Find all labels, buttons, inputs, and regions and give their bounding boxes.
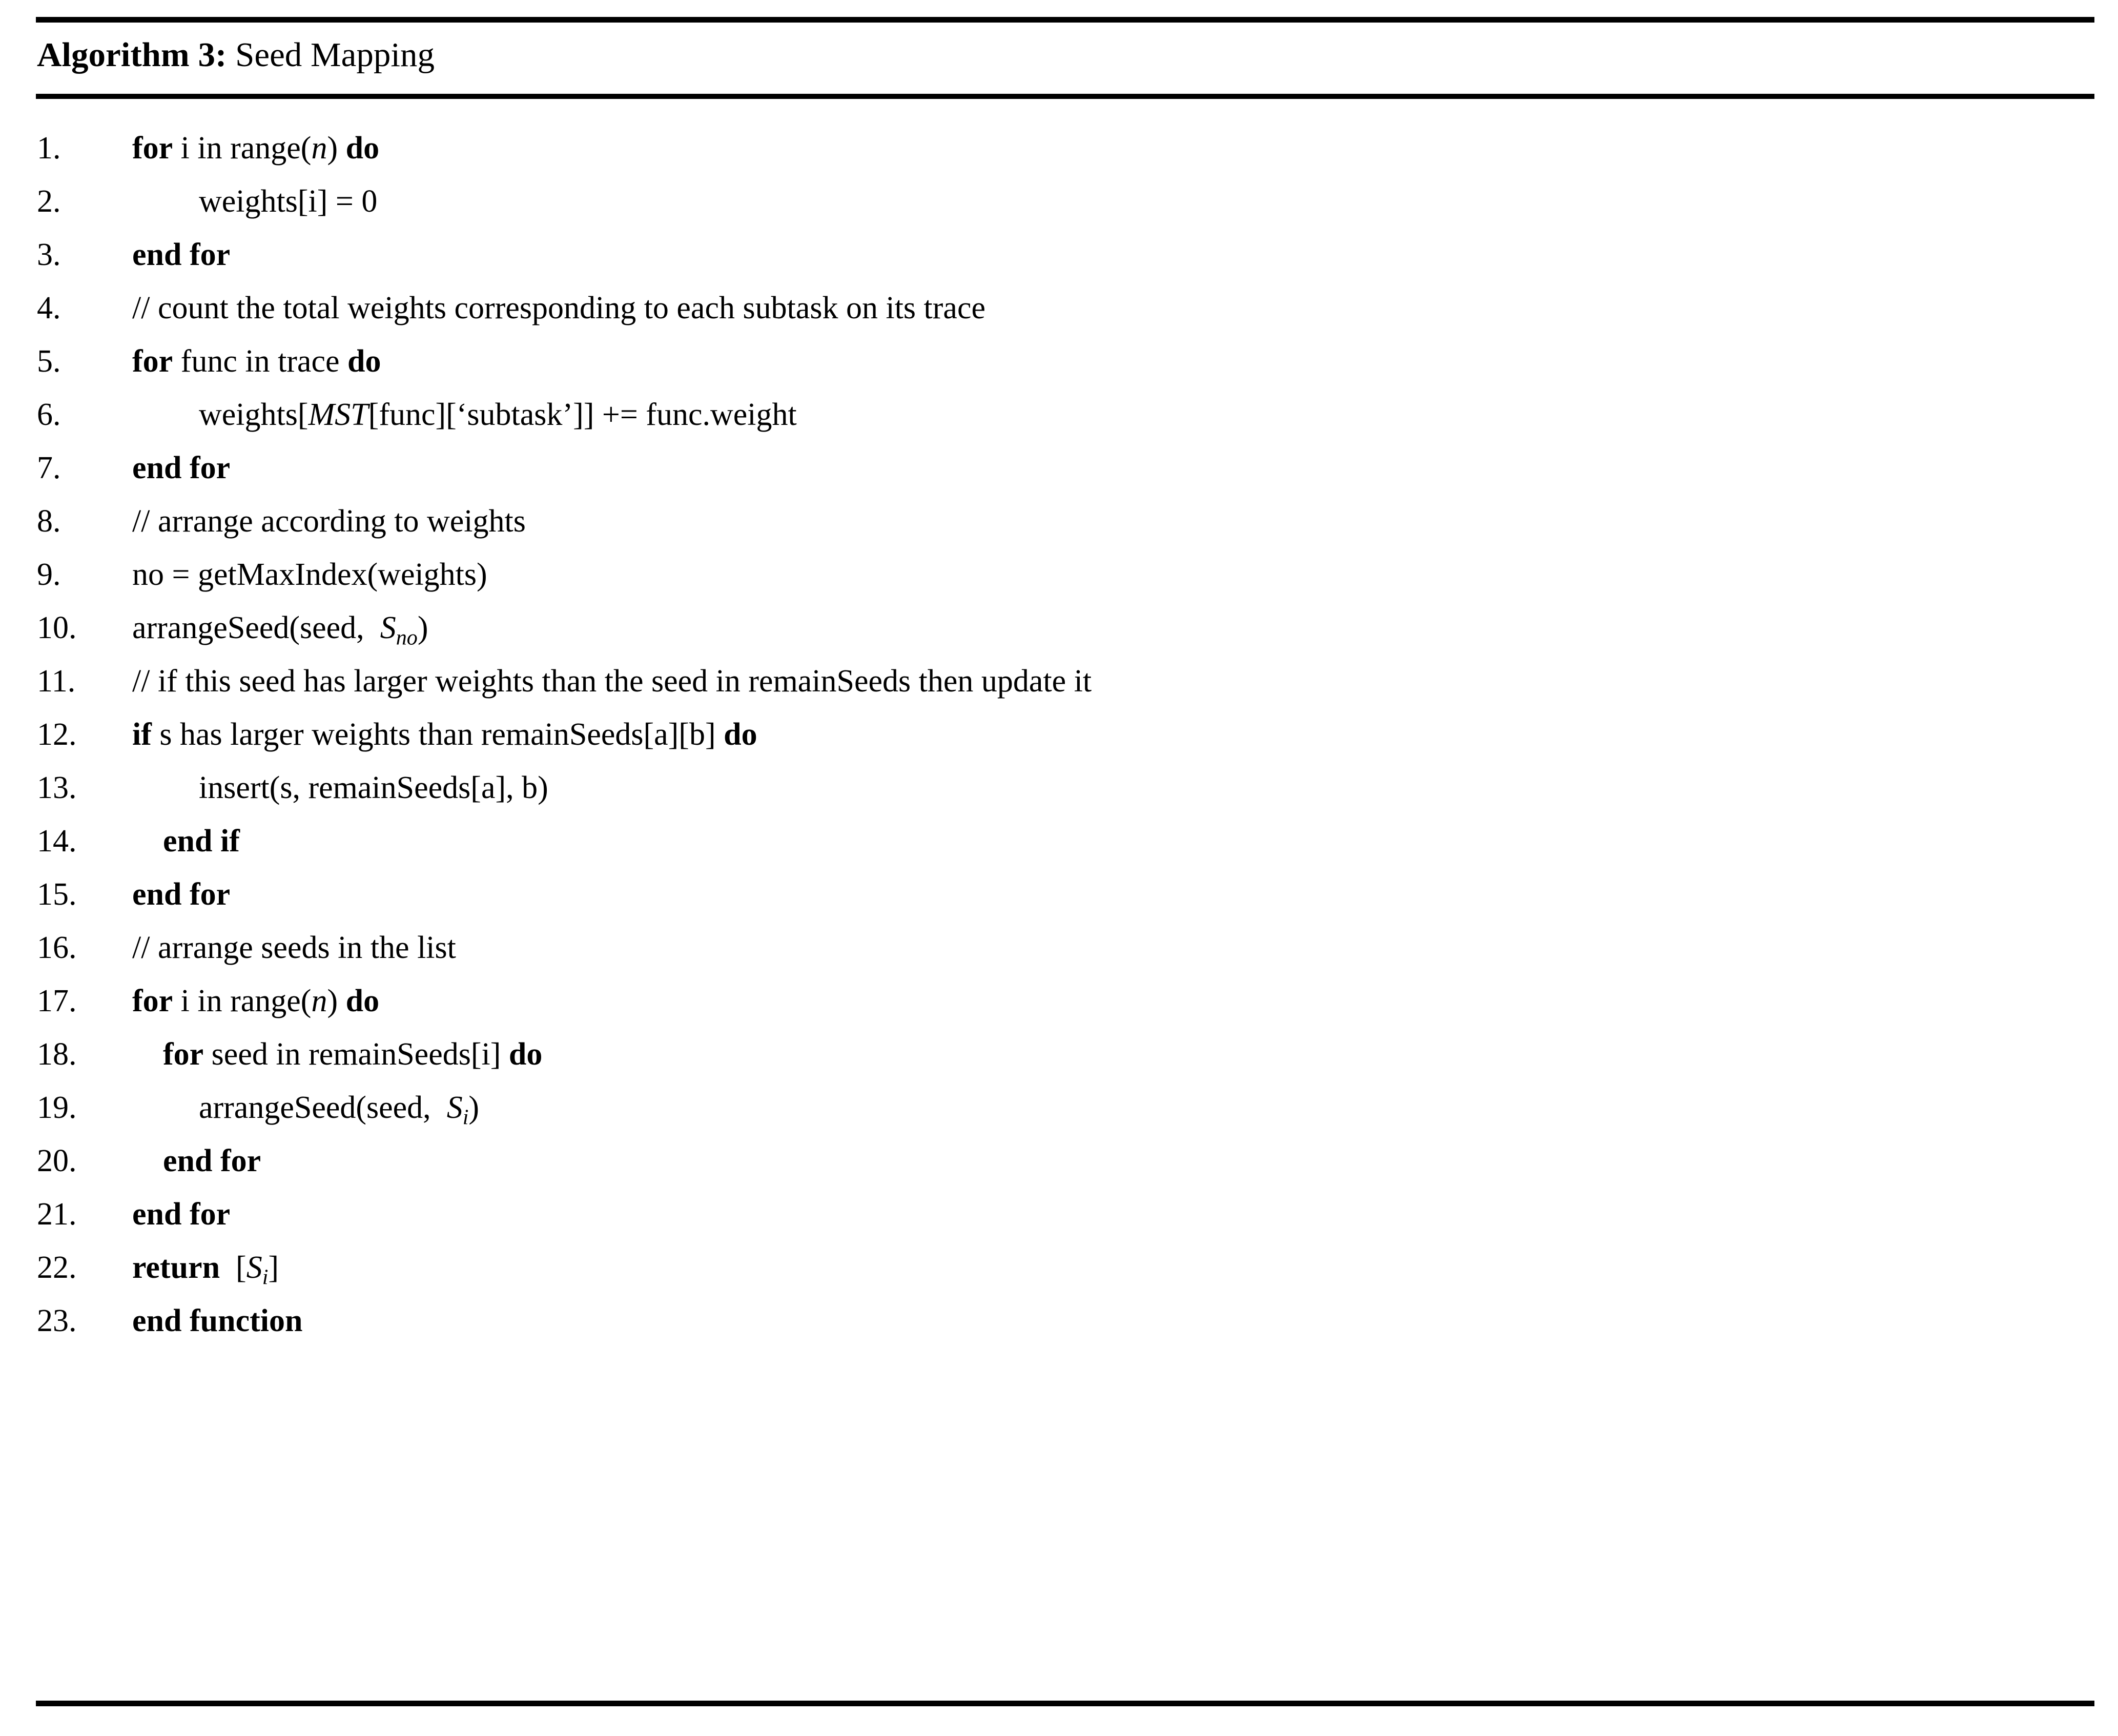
algorithm-line	[0, 601, 2118, 655]
line-number: 10.	[37, 610, 77, 645]
line-code: weights[MST[func][‘subtask’]] += func.weight	[199, 397, 797, 432]
algorithm-line	[0, 281, 2118, 335]
line-code: end for	[163, 1143, 261, 1178]
line-number: 1.	[37, 131, 61, 166]
line-number: 20.	[37, 1143, 77, 1178]
line-code: end for	[132, 877, 231, 912]
algorithm-line	[0, 1028, 2118, 1081]
line-code: no = getMaxIndex(weights)	[132, 557, 487, 592]
algorithm-steps	[0, 121, 2118, 1347]
algorithm-line	[0, 388, 2118, 441]
line-code: // if this seed has larger weights than the seed in remainSeeds then update it	[132, 664, 1092, 699]
line-number: 16.	[37, 930, 77, 965]
algorithm-line	[0, 761, 2118, 814]
algorithm-line	[0, 495, 2118, 548]
line-code: end if	[163, 824, 240, 859]
line-code: end for	[132, 1197, 231, 1232]
line-number: 3.	[37, 237, 61, 272]
algorithm-line	[0, 1294, 2118, 1347]
algorithm-line	[0, 121, 2118, 175]
line-number: 17.	[37, 984, 77, 1018]
line-number: 11.	[37, 664, 76, 699]
algorithm-line	[0, 921, 2118, 974]
line-code: for seed in remainSeeds[i] do	[163, 1037, 543, 1072]
algorithm-line	[0, 548, 2118, 601]
line-number: 23.	[37, 1303, 77, 1338]
line-number: 21.	[37, 1197, 77, 1232]
algorithm-line	[0, 1188, 2118, 1241]
line-code: arrangeSeed(seed, $S_i$)	[199, 1090, 480, 1130]
algorithm-line	[0, 655, 2118, 708]
algorithm-title	[37, 38, 435, 72]
line-number: 15.	[37, 877, 77, 912]
line-code: if s has larger weights than remainSeeds[a][b] do	[132, 717, 757, 752]
algorithm-line	[0, 175, 2118, 228]
line-code: for func in trace do	[132, 344, 381, 379]
line-code: // count the total weights corresponding to each subtask on its trace	[132, 291, 985, 325]
algorithm-title-name: Seed Mapping	[227, 36, 435, 74]
line-number: 14.	[37, 824, 77, 859]
line-number: 13.	[37, 770, 77, 805]
line-number: 19.	[37, 1090, 77, 1125]
algorithm-line	[0, 974, 2118, 1028]
algorithm-line	[0, 1081, 2118, 1134]
line-number: 5.	[37, 344, 61, 379]
line-code: for i in range(n) do	[132, 131, 380, 166]
line-number: 12.	[37, 717, 77, 752]
algorithm-line	[0, 1134, 2118, 1188]
line-code: return $[S_i]$	[132, 1250, 279, 1290]
algorithm-line	[0, 1241, 2118, 1294]
line-number: 8.	[37, 504, 61, 539]
line-number: 2.	[37, 184, 61, 219]
line-number: 6.	[37, 397, 61, 432]
algorithm-title-label: Algorithm 3:	[37, 36, 227, 74]
line-code: weights[i] = 0	[199, 184, 378, 219]
line-code: insert(s, remainSeeds[a], b)	[199, 770, 548, 805]
line-number: 18.	[37, 1037, 77, 1072]
line-number: 9.	[37, 557, 61, 592]
algorithm-line	[0, 868, 2118, 921]
algorithm-line	[0, 814, 2118, 868]
line-number: 22.	[37, 1250, 77, 1285]
algorithm-line	[0, 708, 2118, 761]
line-number: 4.	[37, 291, 61, 325]
line-code: end for	[132, 237, 231, 272]
bottom-rule	[36, 1701, 2094, 1706]
line-code: arrangeSeed(seed, $S_{no}$)	[132, 610, 428, 650]
line-code: end function	[132, 1303, 303, 1338]
line-number: 7.	[37, 451, 61, 485]
line-code: for i in range(n) do	[132, 984, 380, 1018]
line-code: // arrange seeds in the list	[132, 930, 456, 965]
line-code: // arrange according to weights	[132, 504, 526, 539]
algorithm-line	[0, 228, 2118, 281]
header-rule	[36, 94, 2094, 99]
line-code: end for	[132, 451, 231, 485]
algorithm-line	[0, 441, 2118, 495]
algorithm-line	[0, 335, 2118, 388]
top-rule	[36, 17, 2094, 23]
